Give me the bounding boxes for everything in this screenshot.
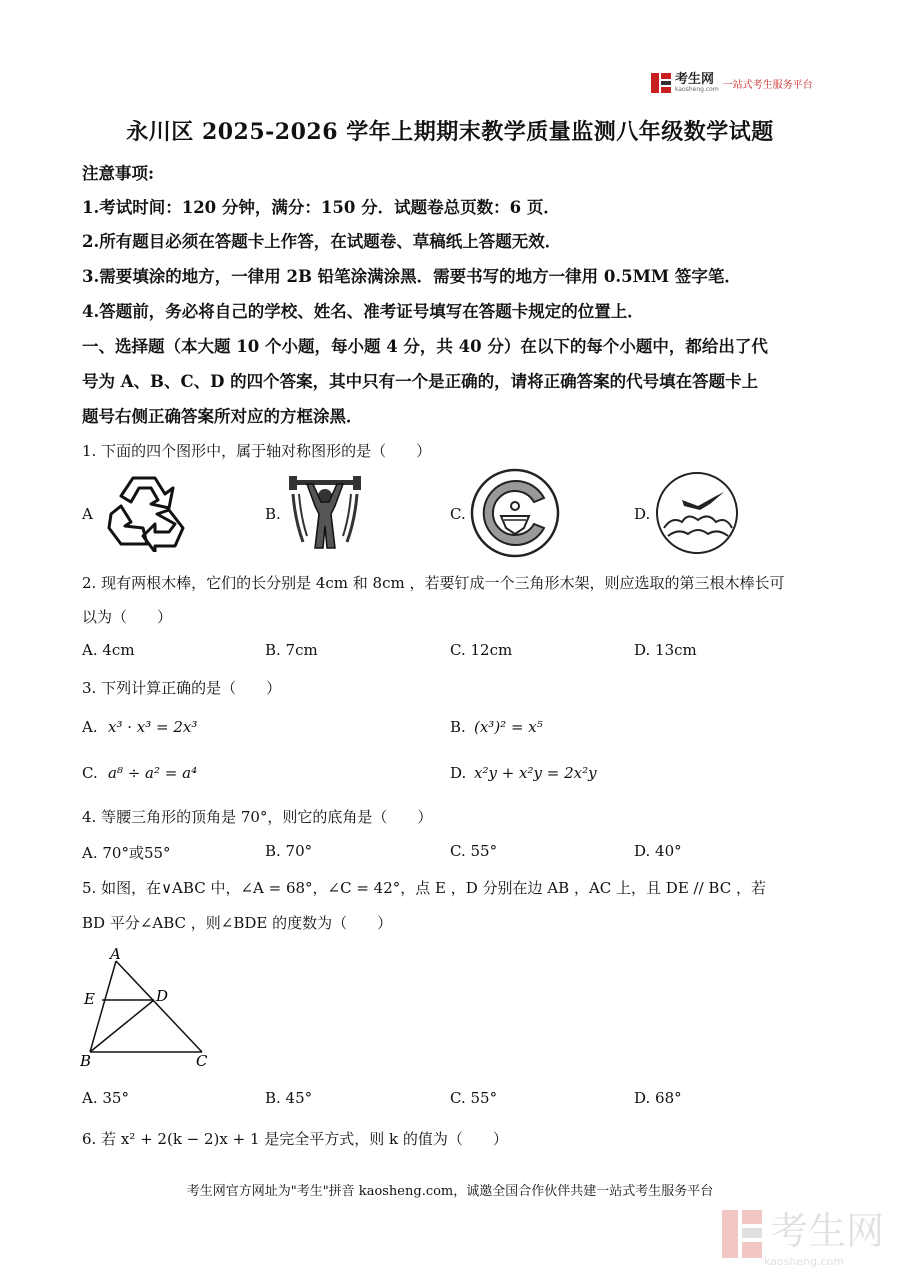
- watermark: [720, 1200, 884, 1268]
- weightlifter-figure-icon: [285, 470, 365, 552]
- q4-option-c: C. 55°: [450, 842, 498, 860]
- label-c: C: [196, 1052, 208, 1070]
- q4-option-a: A. 70°或55°: [82, 844, 171, 862]
- q5-option-c: C. 55°: [450, 1089, 498, 1107]
- q3-option-c-expr: a⁸ ÷ a² = a⁴: [108, 764, 198, 782]
- emblem-c-icon: [468, 468, 562, 558]
- q3-option-d-label: D.: [450, 764, 467, 782]
- q5-option-d: D. 68°: [634, 1089, 682, 1107]
- question-5-stem-line1: 5. 如图，在∨ABC 中，∠A = 68°，∠C = 42°，点 E ，D 分别在边 AB ，AC 上，且 DE // BC ，若: [82, 879, 766, 897]
- q4-option-d: D. 40°: [634, 842, 682, 860]
- question-2-stem-line2: 以为（ ）: [82, 608, 173, 626]
- q5-option-b: B. 45°: [265, 1089, 313, 1107]
- section-heading-line: 题号右侧正确答案所对应的方框涂黑．: [82, 407, 363, 426]
- question-5-stem-line2: BD 平分∠ABC ，则∠BDE 的度数为（ ）: [82, 914, 393, 932]
- brand-logo: [650, 72, 813, 94]
- q1-option-b-label: B.: [265, 505, 281, 523]
- q3-option-a-label: A.: [82, 718, 98, 736]
- notice-item: 3.需要填涂的地方，一律用 2B 铅笔涂满涂黑．需要书写的地方一律用 0.5MM 签字笔．: [82, 267, 741, 286]
- q2-option-b: B. 7cm: [265, 641, 318, 659]
- section-heading-line: 一、选择题（本大题 10 个小题，每小题 4 分，共 40 分）在以下的每个小题中，都给出了代: [82, 337, 768, 356]
- label-e: E: [84, 990, 95, 1008]
- q3-option-b-expr: (x³)² = x⁵: [474, 718, 543, 736]
- q3-option-c-label: C.: [82, 764, 98, 782]
- recycle-symbol-icon: [103, 470, 193, 552]
- triangle-abc-diagram: [78, 945, 218, 1070]
- question-6-stem: 6. 若 x² + 2(k − 2)x + 1 是完全平方式，则 k 的值为（ ）: [82, 1130, 508, 1148]
- notice-item: 4.答题前，务必将自己的学校、姓名、准考证号填写在答题卡规定的位置上．: [82, 302, 644, 321]
- question-3-stem: 3. 下列计算正确的是（ ）: [82, 679, 282, 697]
- q2-option-c: C. 12cm: [450, 641, 513, 659]
- q3-option-d-expr: x²y + x²y = 2x²y: [474, 764, 597, 782]
- q1-option-c-label: C.: [450, 505, 466, 523]
- bird-cloud-emblem-icon: [654, 470, 740, 556]
- watermark-logo-icon: [720, 1208, 764, 1260]
- q3-option-a-expr: x³ · x³ = 2x³: [108, 718, 198, 736]
- q5-option-a: A. 35°: [82, 1089, 129, 1107]
- q1-option-d-label: D.: [634, 505, 651, 523]
- page-footer: 考生网官方网址为"考生"拼音 kaosheng.com，诚邀全国合作伙伴共建一站式考生服务平台: [186, 1184, 714, 1199]
- kaosheng-logo-icon: [650, 72, 672, 94]
- q1-option-a-label: A: [82, 505, 93, 523]
- page-title: 永川区 2025-2026 学年上期期末教学质量监测八年级数学试题: [126, 119, 774, 145]
- notice-item: 1.考试时间：120 分钟，满分：150 分．试题卷总页数：6 页．: [82, 198, 560, 217]
- segment-bd: [90, 1000, 154, 1052]
- q2-option-d: D. 13cm: [634, 641, 697, 659]
- question-1-stem: 1. 下面的四个图形中，属于轴对称图形的是（ ）: [82, 442, 432, 460]
- logo-name: 考生网: [675, 71, 715, 87]
- q2-option-a: A. 4cm: [82, 641, 135, 659]
- segment-ac: [116, 961, 202, 1052]
- question-2-stem-line1: 2. 现有两根木棒，它们的长分别是 4cm 和 8cm ，若要钉成一个三角形木架，则应选取的第三根木棒长可: [82, 574, 785, 592]
- question-4-stem: 4. 等腰三角形的顶角是 70°，则它的底角是（ ）: [82, 808, 433, 826]
- logo-slogan: 一站式考生服务平台: [722, 79, 813, 91]
- label-b: B: [80, 1052, 92, 1070]
- notice-item: 2.所有题目必须在答题卡上作答，在试题卷、草稿纸上答题无效．: [82, 232, 562, 251]
- label-a: A: [110, 945, 121, 963]
- section-heading-line: 号为 A、B、C、D 的四个答案，其中只有一个是正确的，请将正确答案的代号填在答题卡上: [82, 372, 759, 391]
- q4-option-b: B. 70°: [265, 842, 313, 860]
- q3-option-b-label: B.: [450, 718, 466, 736]
- label-d: D: [156, 987, 169, 1005]
- notice-heading: 注意事项:: [82, 164, 155, 183]
- watermark-url: kaosheng.com: [764, 1255, 845, 1268]
- logo-url: kaosheng.com: [675, 85, 719, 93]
- watermark-text: 考生网: [770, 1209, 885, 1253]
